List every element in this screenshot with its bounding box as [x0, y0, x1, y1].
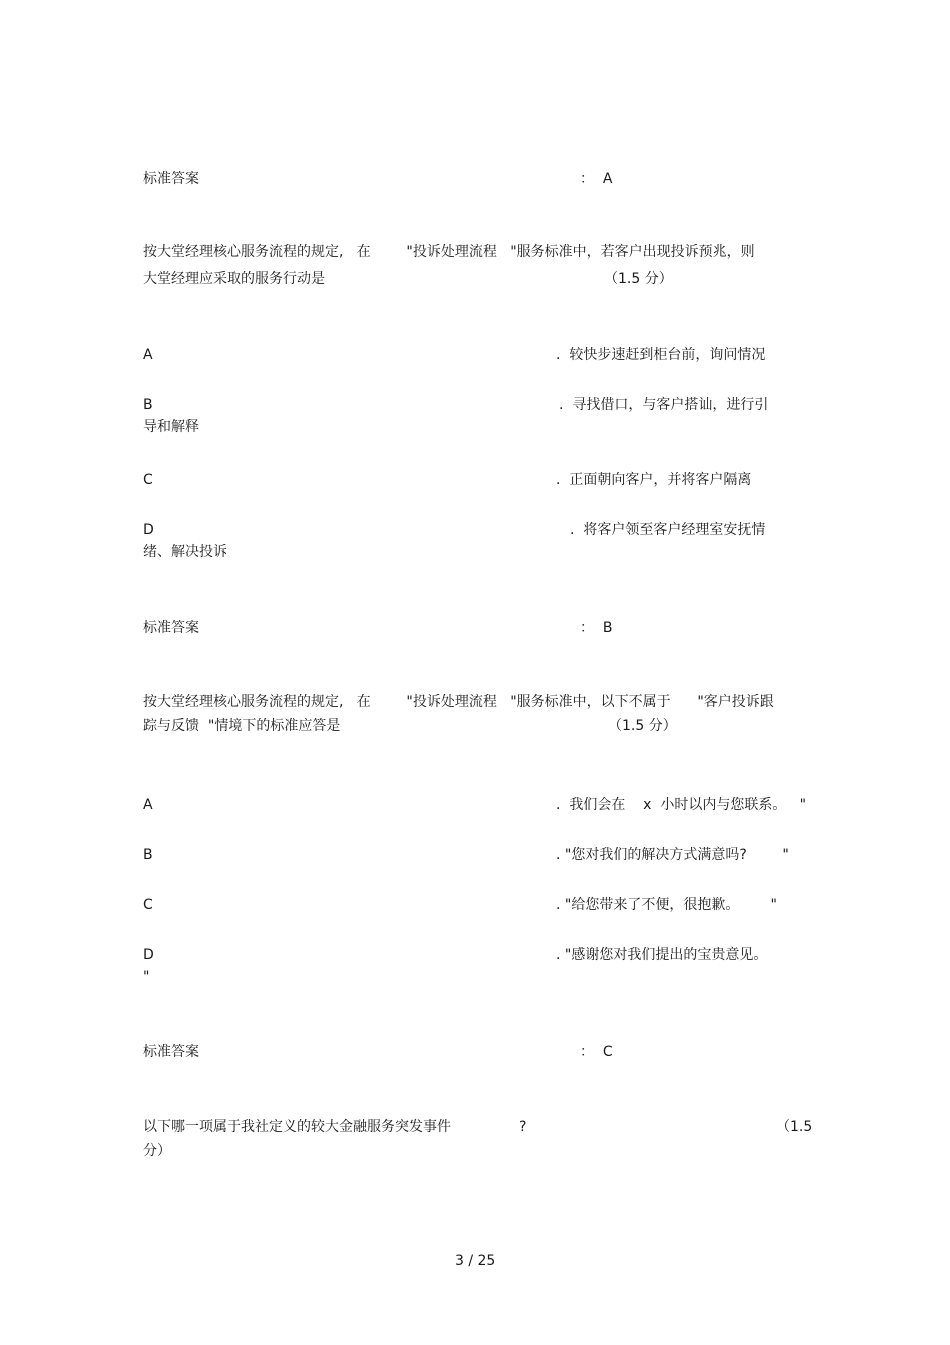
question-points: （1.5 分） — [608, 718, 677, 734]
option-letter: A — [143, 797, 153, 813]
answer-label: 标准答案 — [143, 620, 199, 636]
option-text-cont: 导和解释 — [143, 419, 199, 435]
question-text: 按大堂经理核心服务流程的规定, 在 "投诉处理流程 "服务标准中，以下不属于 "客户投诉跟 — [143, 694, 774, 710]
option-letter: C — [143, 897, 153, 913]
option-letter: B — [143, 847, 153, 863]
option-text: . "感谢您对我们提出的宝贵意见。 — [556, 947, 768, 963]
question-text-cont: 踪与反馈 "情境下的标准应答是 — [143, 718, 341, 734]
option-text: . "给您带来了不便，很抱歉。 " — [556, 897, 777, 913]
answer-label: 标准答案 — [143, 1044, 199, 1060]
option-letter: C — [143, 472, 153, 488]
option-text: . "您对我们的解决方式满意吗? " — [556, 847, 789, 863]
question-points: （1.5 — [776, 1119, 813, 1135]
question-points: （1.5 分） — [604, 271, 673, 287]
answer-value: ： A — [580, 171, 613, 187]
page-number: 3 / 25 — [455, 1253, 496, 1269]
option-text-cont: " — [143, 969, 150, 985]
option-letter: D — [143, 522, 154, 538]
question-text: 以下哪一项属于我社定义的较大金融服务突发事件 — [143, 1119, 451, 1135]
option-letter: B — [143, 397, 153, 413]
question-points-cont: 分） — [143, 1143, 171, 1159]
answer-value: ： B — [580, 620, 613, 636]
option-text: . 正面朝向客户，并将客户隔离 — [556, 472, 752, 488]
answer-value: ： C — [580, 1044, 613, 1060]
option-letter: D — [143, 947, 154, 963]
option-text: . 较快步速赶到柜台前，询问情况 — [556, 347, 766, 363]
option-text: . 寻找借口，与客户搭讪，进行引 — [559, 397, 769, 413]
question-text-cont: 大堂经理应采取的服务行动是 — [143, 271, 325, 287]
option-text: . 我们会在 x 小时以内与您联系。 " — [556, 797, 807, 813]
question-mark: ? — [519, 1119, 527, 1135]
option-letter: A — [143, 347, 153, 363]
option-text: . 将客户领至客户经理室安抚情 — [570, 522, 766, 538]
option-text-cont: 绪、解决投诉 — [143, 544, 227, 560]
answer-label: 标准答案 — [143, 171, 199, 187]
question-text: 按大堂经理核心服务流程的规定, 在 "投诉处理流程 "服务标准中，若客户出现投诉预兆，则 — [143, 244, 755, 260]
